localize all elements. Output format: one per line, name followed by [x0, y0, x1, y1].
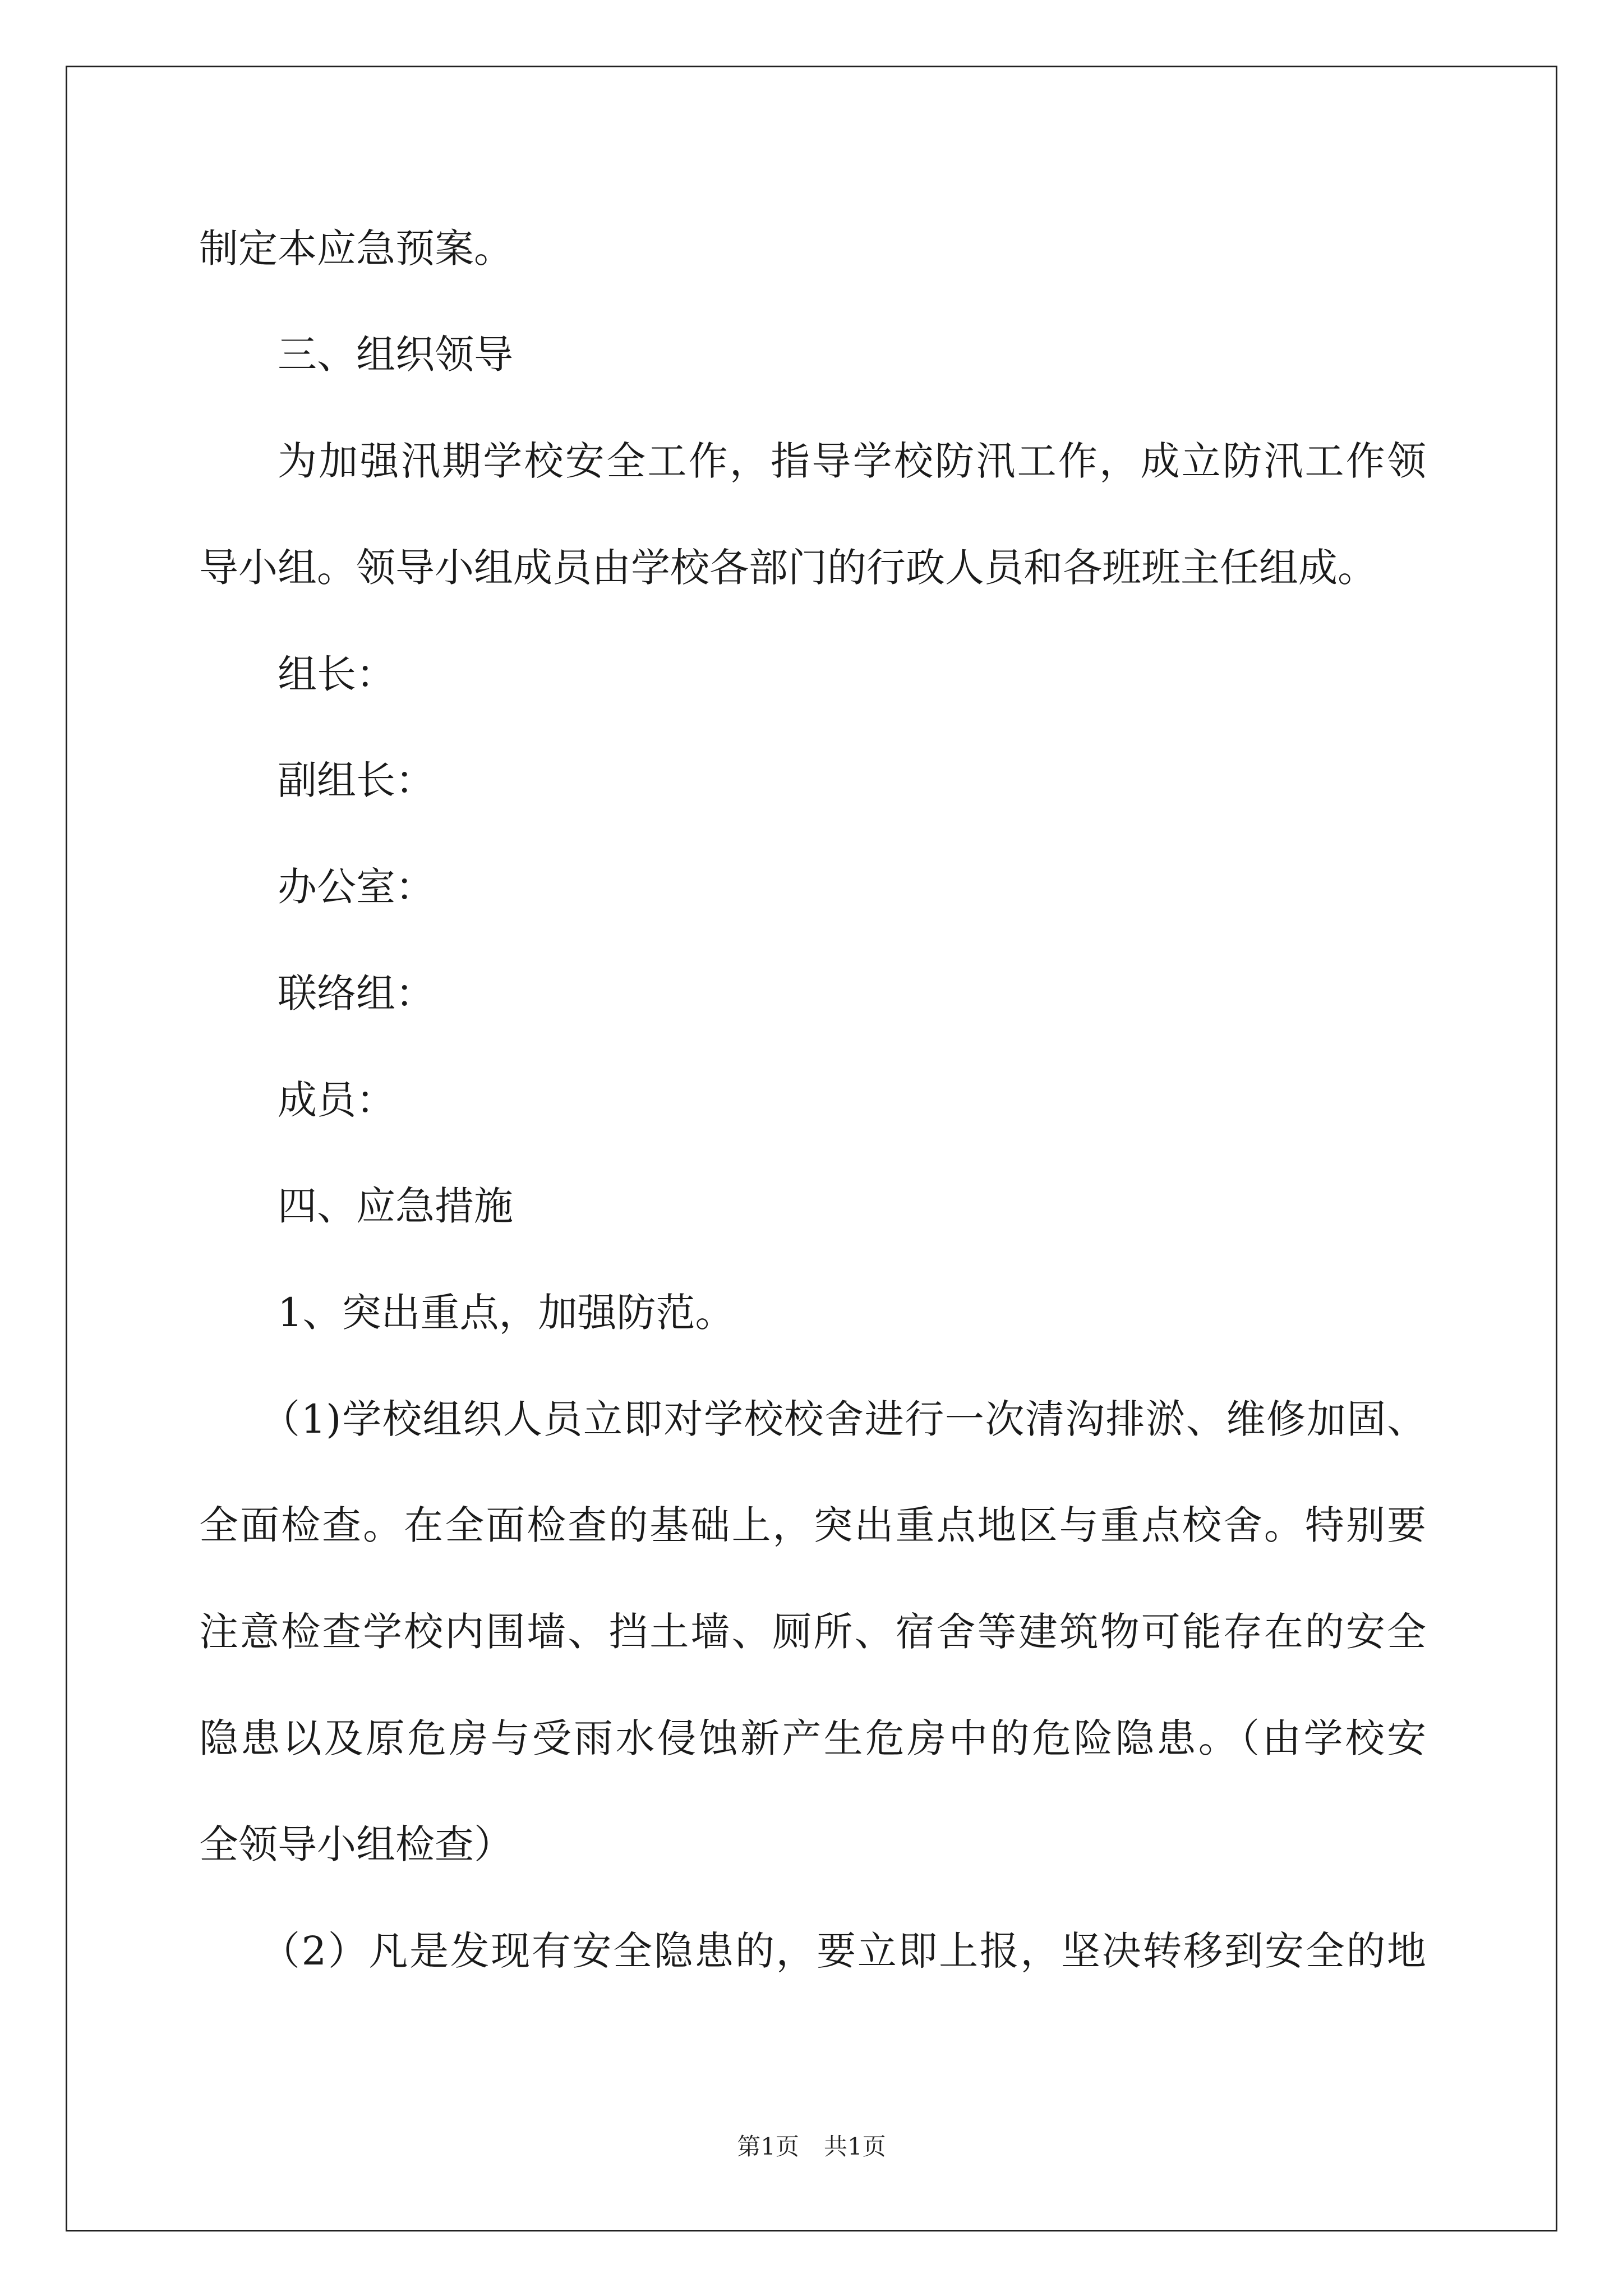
body-line: 为加强汛期学校安全工作，指导学校防汛工作，成立防汛工作领 — [278, 438, 1426, 484]
body-line: 全领导小组检查） — [199, 1821, 513, 1867]
body-line: 导小组。领导小组成员由学校各部门的行政人员和各班班主任组成。 — [199, 545, 1377, 591]
body-line: （1)学校组织人员立即对学校校舍进行一次清沟排淤、维修加固、 — [261, 1396, 1426, 1442]
role-label: 办公室： — [278, 864, 435, 910]
role-label: 组长： — [278, 651, 395, 697]
page-border — [66, 66, 1557, 2231]
body-line: 注意检查学校内围墙、挡土墙、厕所、宿舍等建筑物可能存在的安全 — [199, 1609, 1426, 1655]
subsection-heading: 1、突出重点，加强防范。 — [278, 1290, 735, 1336]
body-line: 隐患以及原危房与受雨水侵蚀新产生危房中的危险隐患。（由学校安 — [199, 1715, 1426, 1761]
section-heading: 三、组织领导 — [278, 332, 513, 378]
page-number: 第1页 — [737, 2133, 799, 2160]
page-total: 共1页 — [824, 2133, 886, 2160]
role-label: 联络组： — [278, 970, 435, 1016]
body-line: （2）凡是发现有安全隐患的，要立即上报，坚决转移到安全的地 — [261, 1928, 1426, 1974]
page-footer — [0, 2135, 1623, 2159]
body-line: 全面检查。在全面检查的基础上，突出重点地区与重点校舍。特别要 — [199, 1502, 1426, 1548]
role-label: 成员： — [278, 1077, 395, 1123]
section-heading: 四、应急措施 — [278, 1183, 513, 1229]
role-label: 副组长： — [278, 757, 435, 803]
body-line: 制定本应急预案。 — [199, 226, 513, 272]
